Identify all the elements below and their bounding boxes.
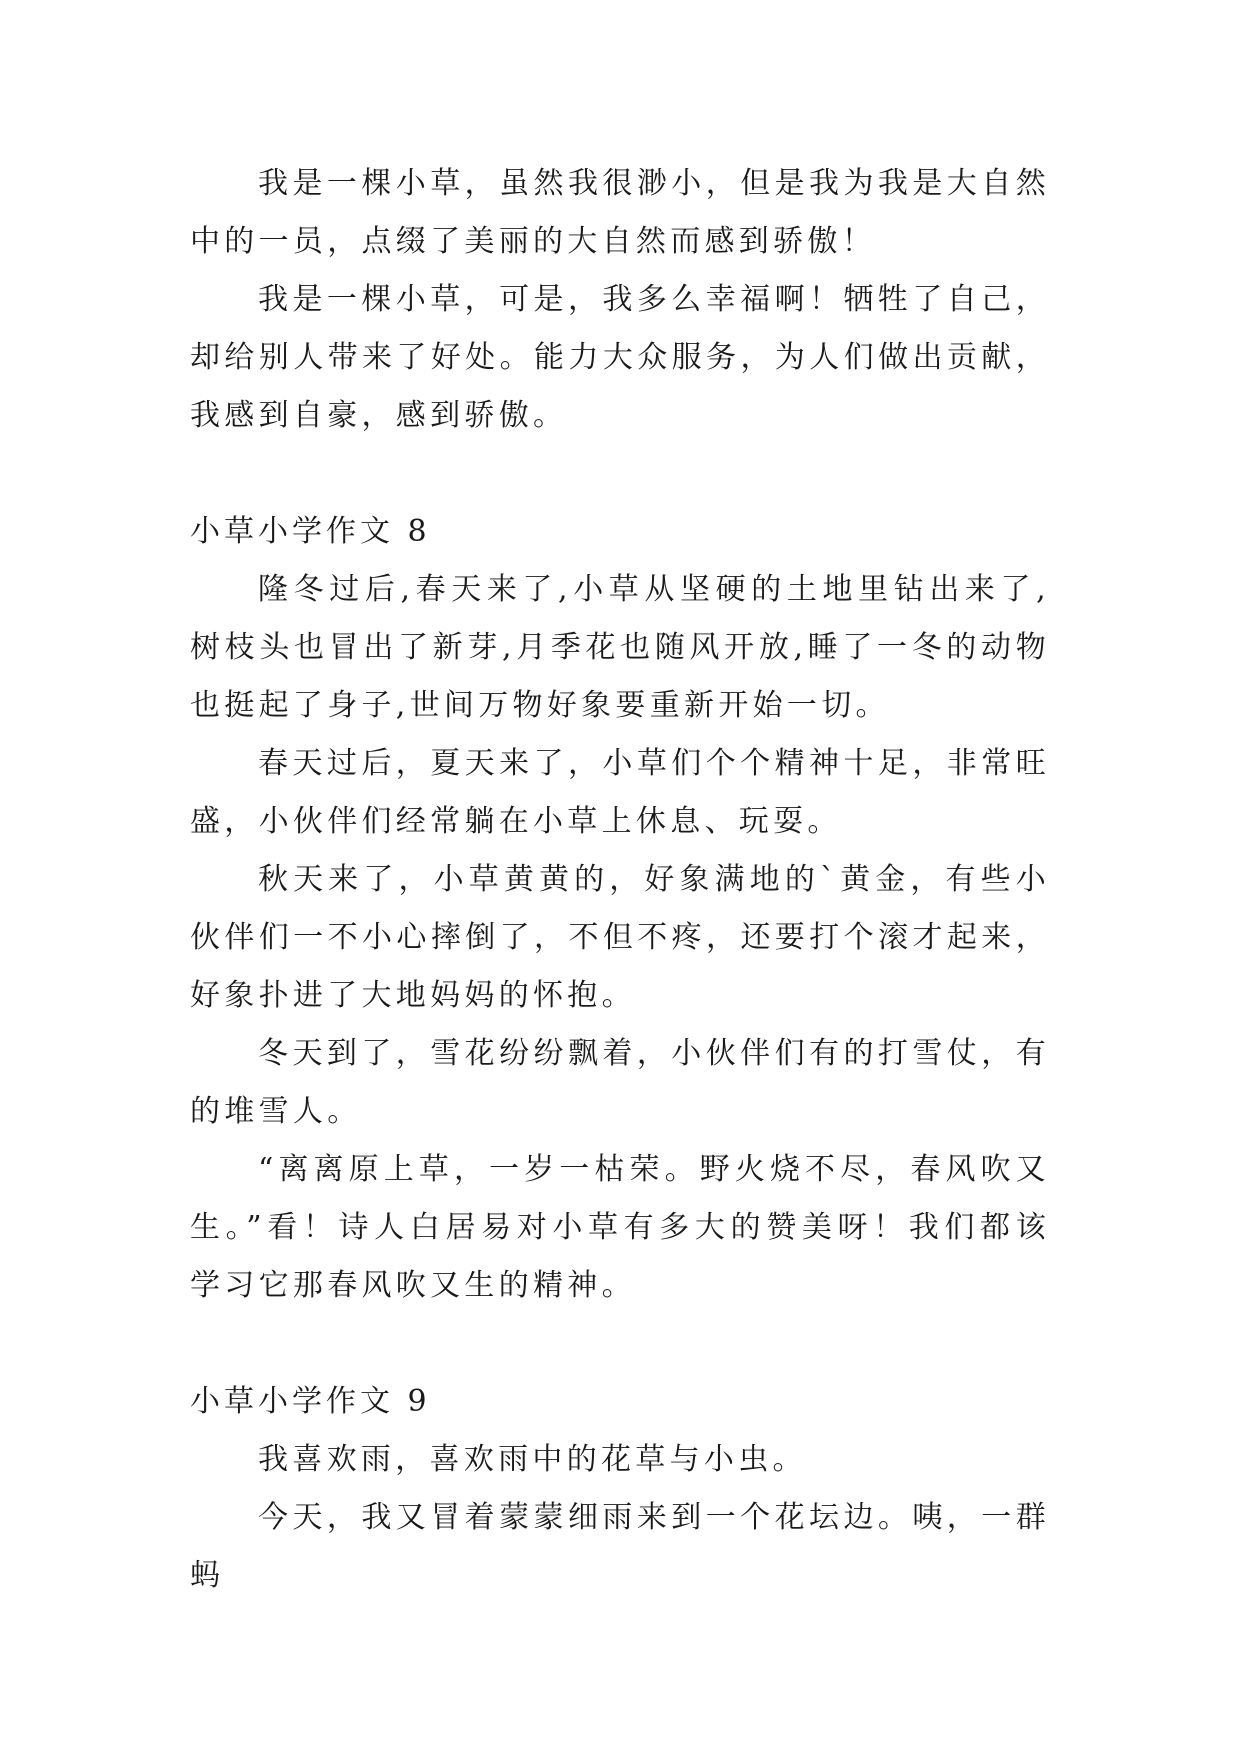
paragraph: “离离原上草，一岁一枯荣。野火烧不尽，春风吹又生。”看！诗人白居易对小草有多大的赞美呀！我们都该学习它那春风吹又生的精神。	[190, 1152, 1050, 1303]
paragraph: 我是一棵小草，虽然我很渺小，但是我为我是大自然中的一员，点缀了美丽的大自然而感到骄傲！	[190, 166, 1050, 259]
paragraph: 我喜欢雨，喜欢雨中的花草与小虫。	[258, 1442, 807, 1477]
paragraph: 隆冬过后,春天来了,小草从坚硬的土地里钻出来了,树枝头也冒出了新芽,月季花也随风开放,睡了一冬的动物也挺起了身子,世间万物好象要重新开始一切。	[190, 572, 1050, 723]
section-heading: 小草小学作文 9	[190, 1384, 431, 1419]
paragraph: 冬天到了，雪花纷纷飘着，小伙伴们有的打雪仗，有的堆雪人。	[190, 1036, 1050, 1129]
document-body	[190, 155, 1050, 1605]
paragraph: 我是一棵小草，可是，我多么幸福啊！牺牲了自己，却给别人带来了好处。能力大众服务，为人们做出贡献，我感到自豪，感到骄傲。	[190, 282, 1050, 433]
paragraph: 春天过后，夏天来了，小草们个个精神十足，非常旺盛，小伙伴们经常躺在小草上休息、玩耍。	[190, 746, 1050, 839]
section-heading: 小草小学作文 8	[190, 514, 431, 549]
paragraph: 今天，我又冒着蒙蒙细雨来到一个花坛边。咦，一群蚂	[190, 1500, 1050, 1593]
paragraph: 秋天来了，小草黄黄的，好象满地的`黄金，有些小伙伴们一不小心摔倒了，不但不疼，还要打个滚才起来，好象扑进了大地妈妈的怀抱。	[190, 862, 1050, 1013]
